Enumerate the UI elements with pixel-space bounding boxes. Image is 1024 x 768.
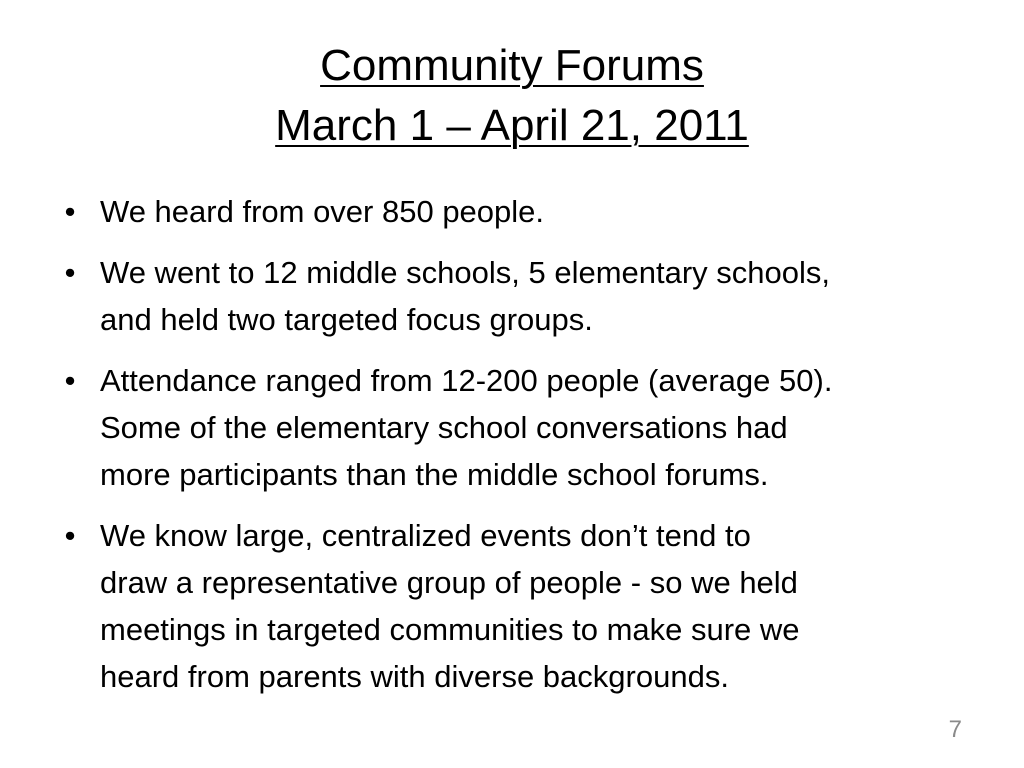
page-number: 7 xyxy=(948,716,962,743)
bullet-list xyxy=(54,188,974,714)
bullet-icon: • xyxy=(64,518,76,553)
bullet-icon: • xyxy=(64,194,76,229)
bullet-text: We know large, centralized events don’t tend to xyxy=(100,518,751,553)
bullet-item xyxy=(54,188,974,235)
bullet-item xyxy=(54,512,974,700)
bullet-text: heard from parents with diverse backgrounds. xyxy=(100,659,729,694)
title-line-2: March 1 – April 21, 2011 xyxy=(275,101,749,150)
bullet-text: more participants than the middle school forums. xyxy=(100,457,769,492)
bullet-item xyxy=(54,357,974,498)
bullet-text: Some of the elementary school conversations had xyxy=(100,410,788,445)
bullet-text: We heard from over 850 people. xyxy=(100,194,545,229)
bullet-text: Attendance ranged from 12-200 people (average 50). xyxy=(100,363,833,398)
slide-title xyxy=(0,36,1024,156)
bullet-icon: • xyxy=(64,363,76,398)
bullet-text: meetings in targeted communities to make sure we xyxy=(100,612,800,647)
bullet-text: draw a representative group of people - so we held xyxy=(100,565,798,600)
bullet-icon: • xyxy=(64,255,76,290)
bullet-item xyxy=(54,249,974,343)
title-line-1: Community Forums xyxy=(320,41,704,90)
bullet-text: and held two targeted focus groups. xyxy=(100,302,593,337)
bullet-text: We went to 12 middle schools, 5 elementary schools, xyxy=(100,255,831,290)
